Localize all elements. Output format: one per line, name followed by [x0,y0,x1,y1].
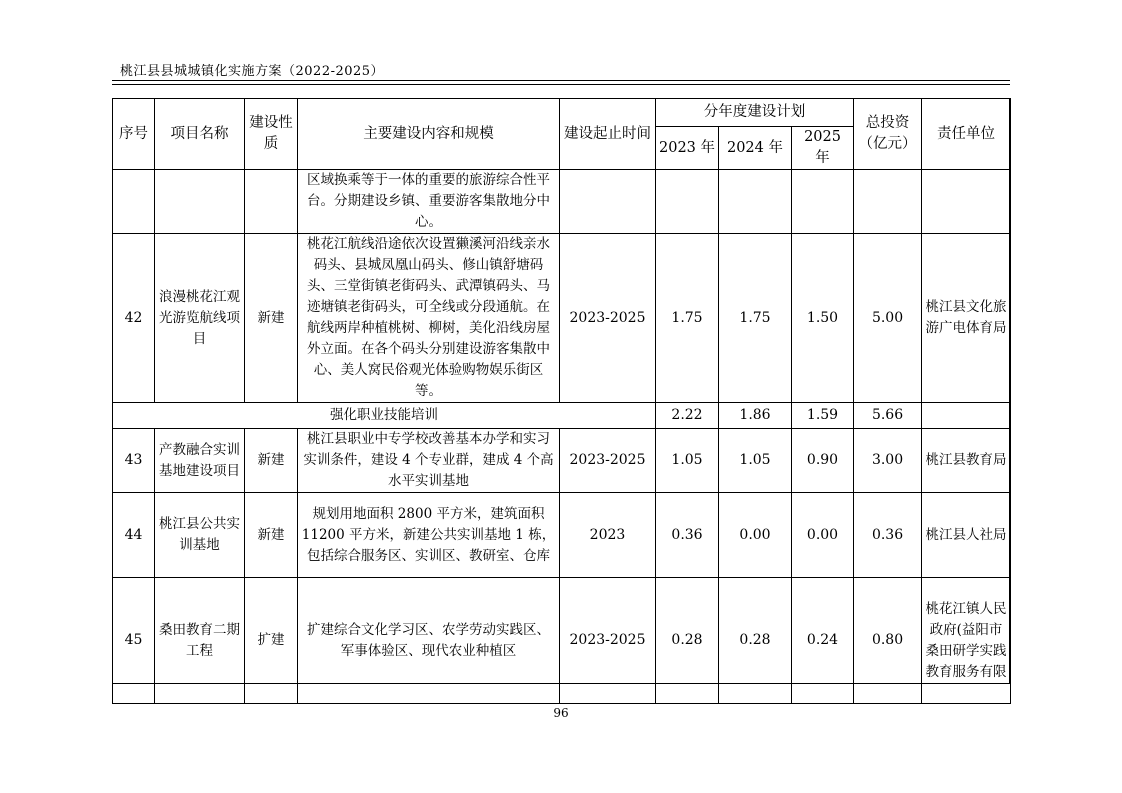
header-year-2024: 2024 年 [719,127,792,170]
header-name: 项目名称 [155,99,245,170]
project-table [112,98,1011,704]
cell-nature: 新建 [245,234,298,403]
cell-unit: 桃江县人社局 [922,493,1011,578]
cell-2023: 0.28 [656,578,719,704]
cell-seq: 42 [113,234,155,403]
header-content: 主要建设内容和规模 [298,99,560,170]
table-row-continuation [113,170,1011,234]
table-row [113,493,1011,578]
header-year-2025: 2025 年 [792,127,854,170]
header-nature: 建设性质 [245,99,298,170]
cell-content: 规划用地面积 2800 平方米，建筑面积 11200 平方米，新建公共实训基地 1 栋，包括综合服务区、实训区、教研室、仓库 [298,493,560,578]
cell-total: 0.36 [854,493,922,578]
document-header-title: 桃江县县城城镇化实施方案（2022-2025） [120,64,385,79]
cell-name: 产教融合实训基地建设项目 [155,429,245,493]
cell-2024: 1.05 [719,429,792,493]
cell-content: 区域换乘等于一体的重要的旅游综合性平台。分期建设乡镇、重要游客集散地分中心。 [298,170,560,234]
cell-name: 桑田教育二期工程 [155,578,245,704]
cell-nature: 新建 [245,493,298,578]
subtotal-2024: 1.86 [719,403,792,429]
subtotal-label: 强化职业技能培训 [113,403,656,429]
table-row [113,234,1011,403]
table-row [113,429,1011,493]
cell-2023: 1.75 [656,234,719,403]
cell-content: 扩建综合文化学习区、农学劳动实践区、军事体验区、现代农业种植区 [298,578,560,704]
header-total-investment: 总投资（亿元） [854,99,922,170]
cell-2023: 0.36 [656,493,719,578]
header-rule-thin [112,84,1010,85]
cell-total: 5.00 [854,234,922,403]
cell-period: 2023-2025 [560,234,656,403]
header-rule-thick [112,80,1010,81]
cell-unit: 桃江县教育局 [922,429,1011,493]
cell-nature: 新建 [245,429,298,493]
cell-period: 2023-2025 [560,429,656,493]
header-period: 建设起止时间 [560,99,656,170]
cell-period: 2023 [560,493,656,578]
table-row-subtotal [113,403,1011,429]
cell-total: 0.80 [854,578,922,704]
cell-content: 桃江县职业中专学校改善基本办学和实习实训条件，建设 4 个专业群，建成 4 个高水平实训基地 [298,429,560,493]
cell-name: 浪漫桃花江观光游览航线项目 [155,234,245,403]
cell-content: 桃花江航线沿途依次设置獭溪河沿线亲水码头、县城凤凰山码头、修山镇舒塘码头、三堂街镇老街码头、武潭镇码头、马迹塘镇老街码头，可全线或分段通航。在航线两岸种植桃树、柳树，美化沿线房屋外立面。在各个码头分别建设游客集散中心、美人窝民俗观光体验购物娱乐街区等。 [298,234,560,403]
cell-seq: 45 [113,578,155,704]
cell-2024: 1.75 [719,234,792,403]
cell-period: 2023-2025 [560,578,656,704]
cell-2024: 0.00 [719,493,792,578]
table-row [113,578,1011,704]
header-seq: 序号 [113,99,155,170]
cell-2025: 0.00 [792,493,854,578]
cell-seq: 44 [113,493,155,578]
cell-2025: 0.24 [792,578,854,704]
cell-2024: 0.28 [719,578,792,704]
cell-2025: 1.50 [792,234,854,403]
page-number: 96 [553,706,569,720]
cell-unit: 桃花江镇人民政府(益阳市桑田研学实践教育服务有限 [922,578,1011,704]
cell-2025: 0.90 [792,429,854,493]
subtotal-2025: 1.59 [792,403,854,429]
header-annual-plan: 分年度建设计划 [656,99,854,127]
subtotal-total: 5.66 [854,403,922,429]
header-year-2023: 2023 年 [656,127,719,170]
cell-name: 桃江县公共实训基地 [155,493,245,578]
cell-seq: 43 [113,429,155,493]
header-responsible-unit: 责任单位 [922,99,1011,170]
cell-2023: 1.05 [656,429,719,493]
cell-unit: 桃江县文化旅游广电体育局 [922,234,1011,403]
cell-total: 3.00 [854,429,922,493]
subtotal-2023: 2.22 [656,403,719,429]
cell-nature: 扩建 [245,578,298,704]
